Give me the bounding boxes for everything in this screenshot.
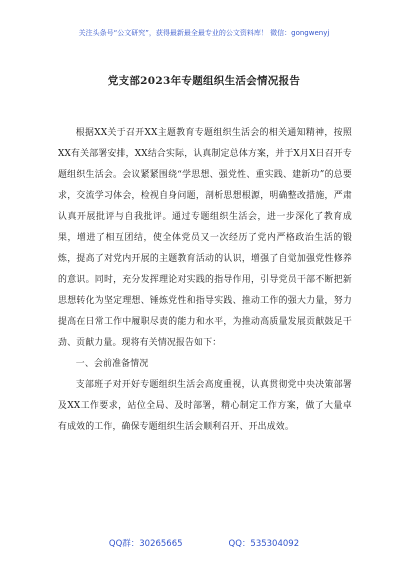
footer-contact	[0, 537, 408, 549]
footer-qq-group: QQ群：30265665	[108, 539, 183, 549]
paragraph-preparation: 支部班子对开好专题组织生活会高度重视，认真贯彻党中央决策部署及XX工作要求，站位全局、及时部署，精心制定工作方案，做了大量卓有成效的工作，确保专题组织生活会顺利召开、开出成效。	[58, 380, 352, 432]
header-note: 关注头条号“公文研究”，获得最新最全最专业的公文资料库！ 微信：gongwenyj	[78, 29, 330, 37]
document-title: 党支部2023年专题组织生活会情况报告	[107, 75, 301, 87]
paragraph-intro: 根据XX关于召开XX主题教育专题组织生活会的相关通知精神，按照XX有关部署安排，XX结合实际，认真制定总体方案，并于X月X日召开专题组织生活会。会议紧紧围绕“学思想、强党性、重实践、建新功”的总要求，交流学习体会，检视自身问题，剖析思想根源，明确整改措施，严肃认真开展批评与自我批评。通过专题组织生活会，进一步深化了教育成果，增进了相互团结，使全体党员又一次经历了党内严格政治生活的锻炼，提高了对党内开展的主题教育活动的认识，增强了自觉加强党性修养的意识。同时，充分发挥理论对实践的指导作用，引导党员干部不断把新思想转化为坚定理想、锤炼党性和指导实践、推动工作的强大力量，努力提高在日常工作中履职尽责的能力和水平，为推动高质量发展贡献鼓足干劲、贡献力量。现将有关情况报告如下：	[58, 128, 352, 348]
document-body	[58, 123, 352, 438]
section-heading: 一、会前准备情况	[75, 359, 149, 369]
footer-qq: QQ：535304092	[228, 539, 300, 549]
